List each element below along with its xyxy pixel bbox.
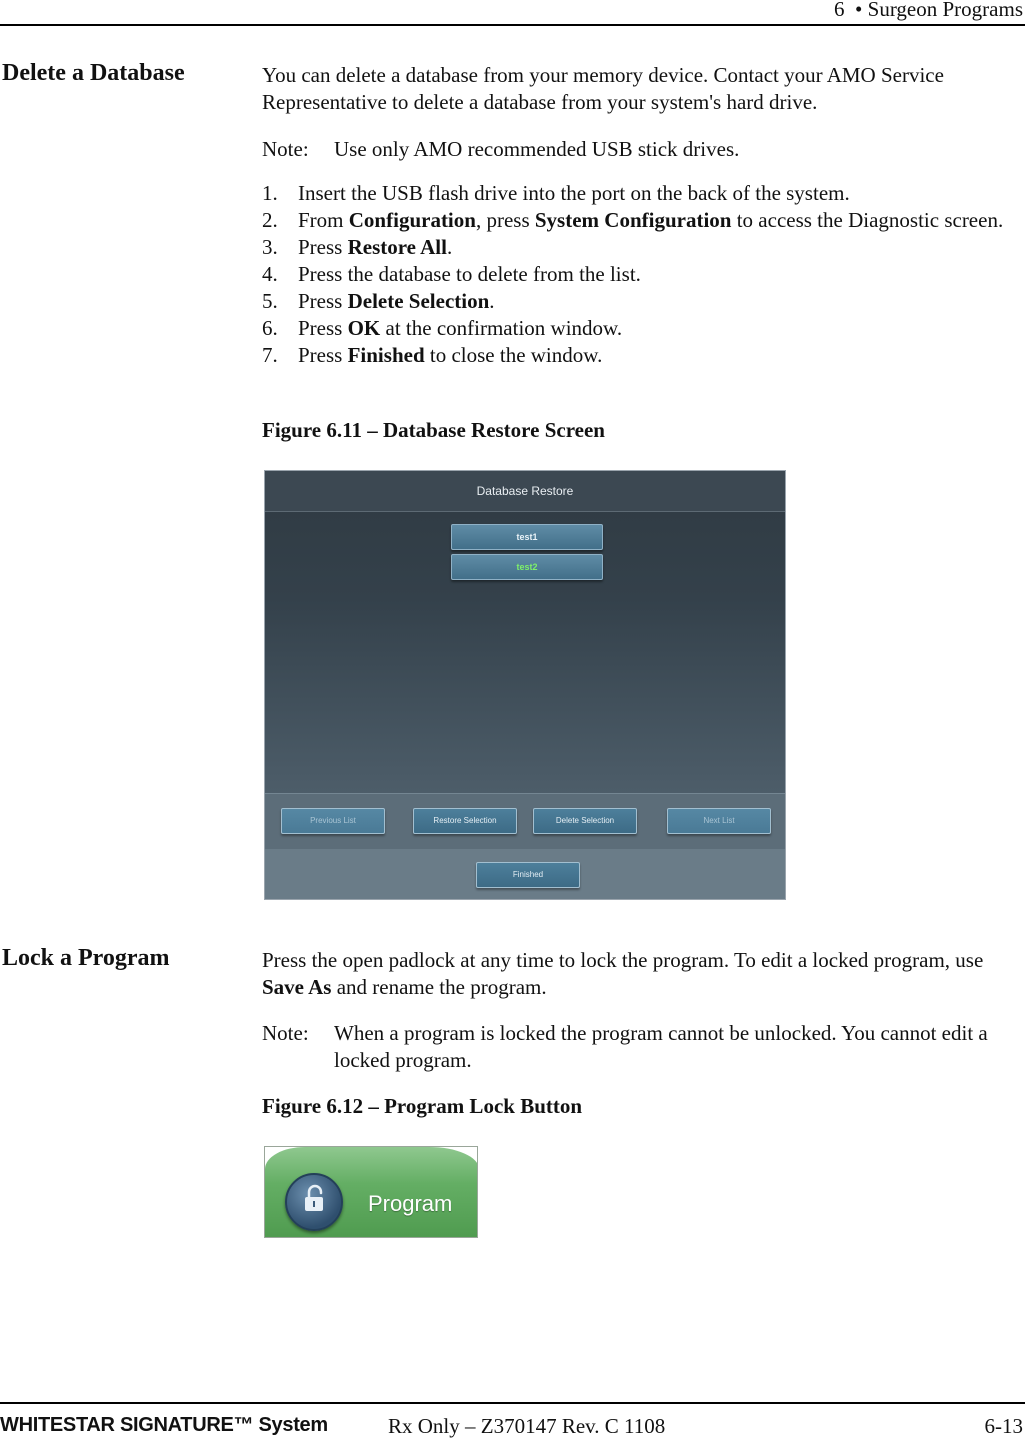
- step-text: From: [298, 208, 349, 232]
- page-number: 6-13: [984, 1414, 1023, 1438]
- chapter-number: 6: [834, 0, 845, 21]
- list-item: [262, 288, 1022, 315]
- delete-selection-button[interactable]: Delete Selection: [533, 808, 637, 834]
- intro-text: and rename the program.: [331, 975, 547, 999]
- note-label: Note:: [262, 137, 309, 161]
- lock-program-heading: Lock a Program: [2, 945, 170, 971]
- note-text: Use only AMO recommended USB stick drives.: [334, 137, 740, 161]
- product-name: WHITESTAR SIGNATURE™ System: [0, 1414, 328, 1436]
- padlock-button[interactable]: [285, 1173, 343, 1231]
- previous-list-button[interactable]: Previous List: [281, 808, 385, 834]
- database-restore-screenshot: [264, 470, 786, 900]
- delete-database-intro: You can delete a database from your memory device. Contact your AMO Service Representative to delete a database from your system's hard drive.: [262, 63, 944, 114]
- next-list-button[interactable]: Next List: [667, 808, 771, 834]
- step-text: at the confirmation window.: [380, 316, 623, 340]
- figure-6-11-title: Figure 6.11 – Database Restore Screen: [262, 418, 605, 442]
- list-item: [262, 180, 1022, 207]
- delete-database-heading: Delete a Database: [2, 60, 185, 86]
- step-text: Press: [298, 316, 348, 340]
- step-text: .: [446, 235, 453, 259]
- list-item: [262, 342, 1022, 369]
- procedure-steps: [262, 180, 1022, 369]
- step-bold: OK: [347, 316, 381, 340]
- running-header: [834, 0, 1023, 22]
- list-item: [262, 207, 1022, 234]
- step-number: 5.: [262, 289, 278, 313]
- figure-6-12-title: Figure 6.12 – Program Lock Button: [262, 1094, 583, 1118]
- restore-selection-button[interactable]: Restore Selection: [413, 808, 517, 834]
- database-item-test2[interactable]: test2: [451, 554, 603, 580]
- step-text: to close the window.: [424, 343, 603, 367]
- header-bullet: •: [855, 0, 863, 21]
- finished-button[interactable]: Finished: [476, 862, 580, 888]
- step-number: 3.: [262, 235, 278, 259]
- program-lock-screenshot: [264, 1146, 478, 1238]
- save-as-term: Save As: [262, 975, 332, 999]
- open-padlock-icon: [287, 1175, 341, 1229]
- database-item-test1[interactable]: test1: [451, 524, 603, 550]
- step-text: Insert the USB flash drive into the port on the back of the system.: [298, 181, 850, 205]
- step-bold: Finished: [347, 343, 425, 367]
- step-bold: Configuration: [348, 208, 476, 232]
- note-text: When a program is locked the program cannot be unlocked. You cannot edit a locked program.: [334, 1021, 988, 1072]
- step-number: 7.: [262, 343, 278, 367]
- note-label: Note:: [262, 1021, 309, 1045]
- step-text: Press: [298, 343, 348, 367]
- step-number: 6.: [262, 316, 278, 340]
- header-rule: [0, 24, 1025, 26]
- footer-rule: [0, 1402, 1025, 1404]
- document-number: Rx Only – Z370147 Rev. C 1108: [388, 1414, 666, 1438]
- step-text: Press the database to delete from the list.: [298, 262, 641, 286]
- list-item: [262, 315, 1022, 342]
- step-text: Press: [298, 235, 348, 259]
- list-item: [262, 261, 1022, 288]
- step-bold: System Configuration: [534, 208, 732, 232]
- step-text: .: [489, 289, 495, 313]
- step-number: 4.: [262, 262, 278, 286]
- step-text: Press: [298, 289, 348, 313]
- lock-program-intro: [262, 947, 1022, 1001]
- program-label: Program: [368, 1191, 453, 1216]
- intro-text: Press the open padlock at any time to lock the program. To edit a locked program, use: [262, 948, 984, 972]
- section-title: Surgeon Programs: [867, 0, 1023, 21]
- step-bold: Delete Selection: [347, 289, 490, 313]
- step-text: to access the Diagnostic screen.: [731, 208, 1004, 232]
- step-number: 1.: [262, 181, 278, 205]
- step-number: 2.: [262, 208, 278, 232]
- list-item: [262, 234, 1022, 261]
- step-bold: Restore All: [347, 235, 447, 259]
- step-text: , press: [475, 208, 535, 232]
- database-restore-title: Database Restore: [265, 471, 785, 512]
